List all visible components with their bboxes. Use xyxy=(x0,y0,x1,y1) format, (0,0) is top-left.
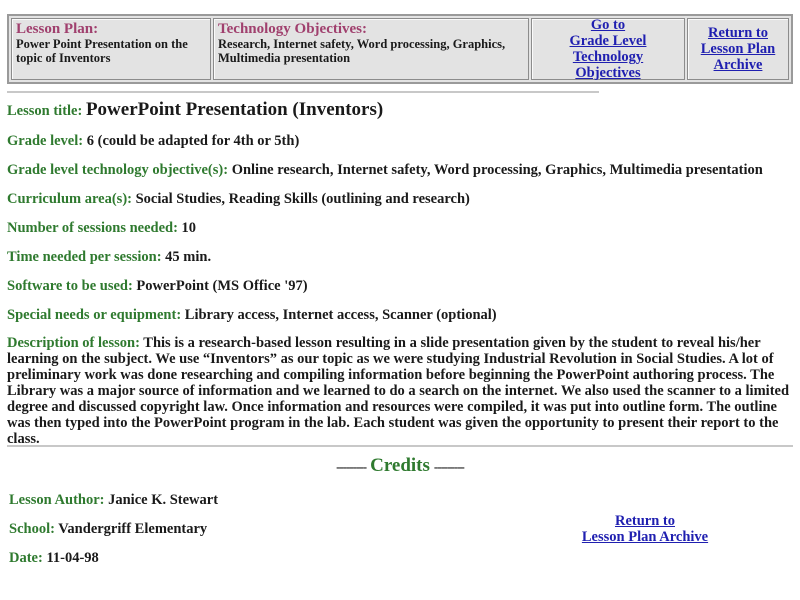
link-line: Lesson Plan Archive xyxy=(581,529,709,545)
description-field xyxy=(7,335,797,447)
field-label: Special needs or equipment: xyxy=(7,307,182,323)
credits-heading xyxy=(0,455,800,477)
school-value: Vandergriff Elementary xyxy=(58,521,208,537)
field-label: Curriculum area(s): xyxy=(7,191,132,207)
date-field xyxy=(9,550,99,567)
curriculum-area-field xyxy=(7,191,470,208)
lesson-plan-label: Lesson Plan: xyxy=(16,21,99,37)
footer-link-container xyxy=(560,513,730,545)
field-label: Lesson Author: xyxy=(9,492,105,508)
divider xyxy=(7,445,793,447)
link-line: Return to xyxy=(707,25,768,41)
field-value: 6 (could be adapted for 4th or 5th) xyxy=(83,133,300,149)
link-line: Archive xyxy=(713,57,763,73)
link-line: Return to xyxy=(614,513,675,529)
field-label: School: xyxy=(9,521,55,537)
link-line: Grade Level Technology xyxy=(569,33,647,65)
tech-objectives-label: Technology Objectives: xyxy=(218,21,368,37)
date-value: 11-04-98 xyxy=(46,550,99,566)
lesson-plan-cell xyxy=(11,18,211,80)
go-to-objectives-cell xyxy=(531,18,685,80)
grade-level-field xyxy=(7,133,299,150)
field-value: Online research, Internet safety, Word processing, Graphics, Multimedia presentation xyxy=(228,162,763,178)
field-value: 45 min. xyxy=(161,249,212,265)
description-value: This is a research-based lesson resulting in a slide presentation given by the student to reveal his/her learning on the subject. We use “Inventors” as our topic as we were studying Industrial Revolution in Social Studies. A lot of preliminary work was done researching and compiling information before beginning the PowerPoint authoring process. The Library was a major source of information and we learned to do a search on the internet. We also used the scanner to a limited degree and discussed copyright law. Once information and resources were compiled, it was put into outline form. The outline was then typed into the PowerPoint program in the lab. Each student was given the opportunity to present their report to the class. xyxy=(7,335,790,447)
field-label: Date: xyxy=(9,550,43,566)
field-label: Software to be used: xyxy=(7,278,133,294)
school-field xyxy=(9,521,207,538)
tech-objectives-cell xyxy=(213,18,529,80)
software-field xyxy=(7,278,308,295)
field-value: 10 xyxy=(177,220,197,236)
lesson-plan-value: Power Point Presentation on the topic of Inventors xyxy=(16,37,188,65)
lesson-title-field xyxy=(7,101,383,120)
author-field xyxy=(9,492,218,509)
field-label: Time needed per session: xyxy=(7,249,162,265)
author-value: Janice K. Stewart xyxy=(108,492,219,508)
dashes: --------- xyxy=(336,459,367,474)
return-archive-cell xyxy=(687,18,789,80)
go-to-grade-level-objectives-link[interactable] xyxy=(536,17,680,81)
tech-objectives-value: Research, Internet safety, Word processing, Graphics, Multimedia presentation xyxy=(218,37,506,65)
field-label: Number of sessions needed: xyxy=(7,220,178,236)
credits-title: Credits xyxy=(370,455,430,476)
dashes: --------- xyxy=(433,459,464,474)
return-to-lesson-plan-archive-link[interactable] xyxy=(582,513,708,545)
header-table xyxy=(7,14,793,84)
special-needs-field xyxy=(7,307,497,324)
field-label: Grade level: xyxy=(7,133,84,149)
link-line: Lesson Plan xyxy=(700,41,776,57)
field-value: PowerPoint (MS Office '97) xyxy=(136,278,308,294)
link-line: Objectives xyxy=(575,65,641,81)
link-line: Go to xyxy=(590,17,626,33)
lesson-title-value: PowerPoint Presentation (Inventors) xyxy=(85,99,384,120)
time-per-session-field xyxy=(7,249,211,266)
description-label: Description of lesson: xyxy=(7,335,140,351)
divider xyxy=(7,91,599,93)
sessions-field xyxy=(7,220,196,237)
field-label: Lesson title: xyxy=(7,103,83,119)
return-to-archive-link[interactable] xyxy=(701,25,776,73)
field-value: Library access, Internet access, Scanner (optional) xyxy=(184,307,497,323)
field-value: Social Studies, Reading Skills (outlining and research) xyxy=(135,191,470,207)
tech-objective-field xyxy=(7,162,763,179)
field-label: Grade level technology objective(s): xyxy=(7,162,229,178)
